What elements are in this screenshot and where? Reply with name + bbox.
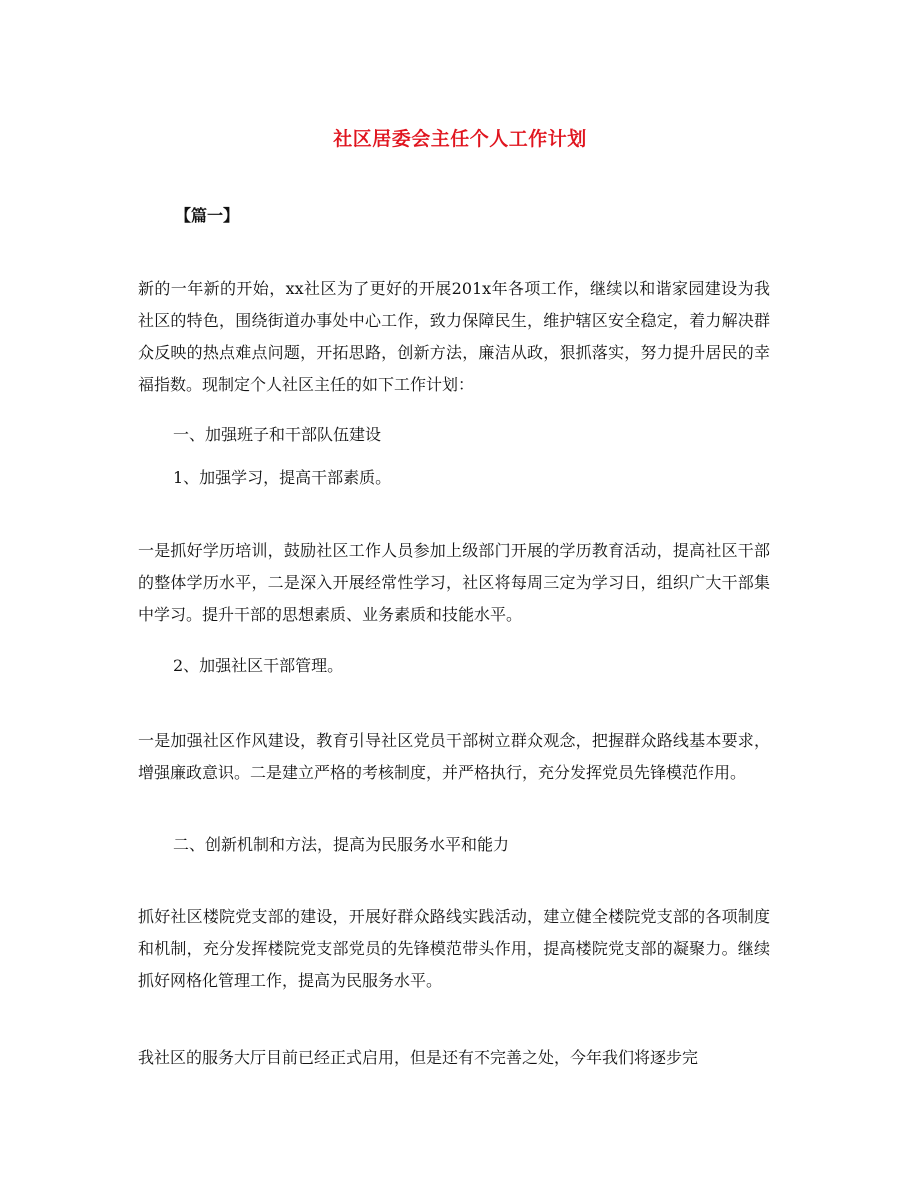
subheading-two: 2、加强社区干部管理。 [173,656,344,675]
paragraph-one: 一是抓好学历培训，鼓励社区工作人员参加上级部门开展的学历教育活动，提高社区干部的整体学历水平，二是深入开展经常性学习，社区将每周三定为学习日，组织广大干部集中学习。提升干部的思想素质、业务素质和技能水平。 [138,541,770,624]
section-tag: 【篇一】 [175,206,240,225]
document-title: 社区居委会主任个人工作计划 [333,128,587,150]
paragraph-three: 抓好社区楼院党支部的建设，开展好群众路线实践活动，建立健全楼院党支部的各项制度和机制，充分发挥楼院党支部党员的先锋模范带头作用，提高楼院党支部的凝聚力。继续抓好网格化管理工作，提高为民服务水平。 [138,907,770,990]
paragraph-four: 我社区的服务大厅目前已经正式启用，但是还有不完善之处，今年我们将逐步完 [138,1048,699,1067]
heading-one: 一、加强班子和干部队伍建设 [173,425,382,444]
heading-two: 二、创新机制和方法，提高为民服务水平和能力 [173,835,510,854]
paragraph-two: 一是加强社区作风建设，教育引导社区党员干部树立群众观念，把握群众路线基本要求，增强廉政意识。二是建立严格的考核制度，并严格执行，充分发挥党员先锋模范作用。 [138,731,770,782]
intro-paragraph: 新的一年新的开始，xx社区为了更好的开展201x年各项工作，继续以和谐家园建设为我社区的特色，围绕街道办事处中心工作，致力保障民生，维护辖区安全稳定，着力解决群众反映的热点难点问题，开拓思路，创新方法，廉洁从政，狠抓落实，努力提升居民的幸福指数。现制定个人社区主任的如下工作计划： [138,279,770,394]
subheading-one: 1、加强学习，提高干部素质。 [173,468,392,487]
